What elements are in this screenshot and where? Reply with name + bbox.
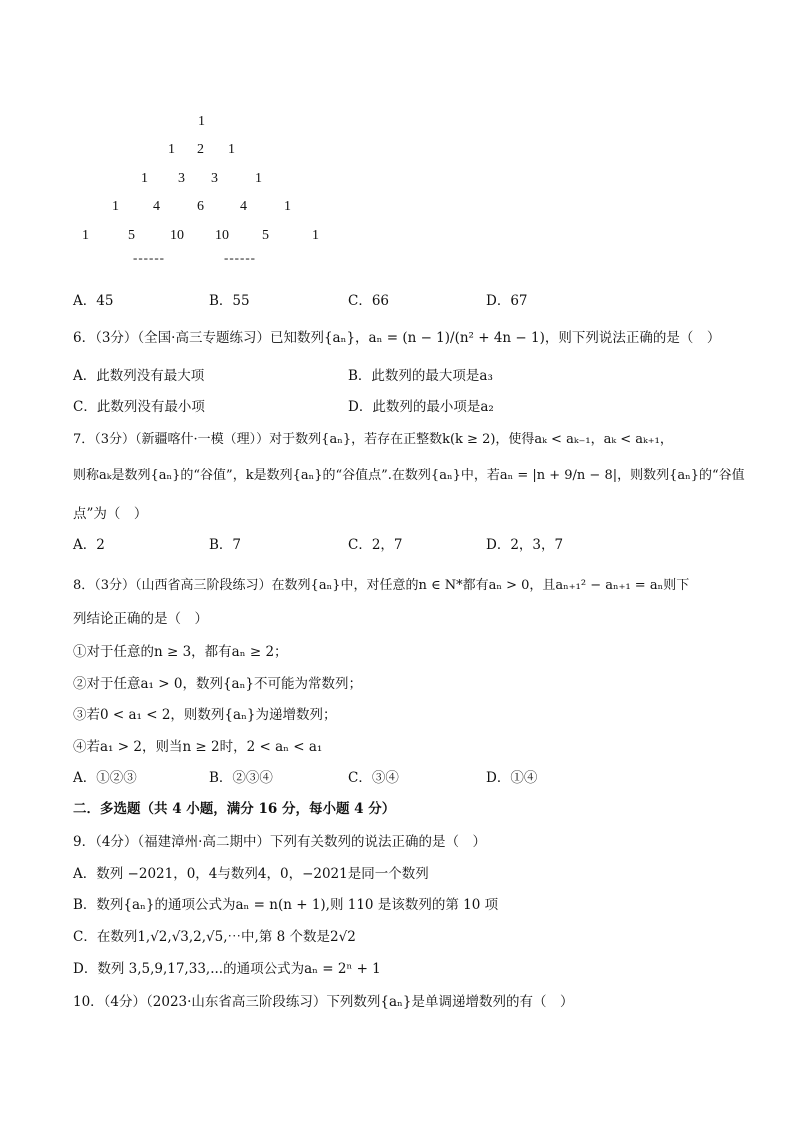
q8-item-4: ④若a₁ > 2，则当n ≥ 2时，2 < aₙ < a₁ xyxy=(73,739,323,755)
q9-option-d: D．数列 3,5,9,17,33,...的通项公式为aₙ = 2ⁿ + 1 xyxy=(73,961,381,977)
q8-option-c: C．③④ xyxy=(348,770,399,786)
q5-option-c: C．66 xyxy=(348,293,390,309)
q8-stem-line1: 8．（3分）（山西省高三阶段练习）在数列{aₙ}中，对任意的n ∈ N*都有aₙ > 0，且aₙ₊₁² − aₙ₊₁ = aₙ则下 xyxy=(73,578,690,593)
q8-item-3: ③若0 < a₁ < 2，则数列{aₙ}为递增数列； xyxy=(73,707,337,723)
q10-stem: 10．（4分）（2023·山东省高三阶段练习）下列数列{aₙ}是单调递增数列的有（ ） xyxy=(73,994,574,1010)
triangle-cell: 4 xyxy=(240,199,247,214)
q9-option-b: B．数列{aₙ}的通项公式为aₙ = n(n + 1),则 110 是该数列的第 10 项 xyxy=(73,897,499,913)
q7-stem-line3: 点”为（ ） xyxy=(73,506,148,522)
triangle-cell: 1 xyxy=(312,228,319,243)
q6-option-c: C．此数列没有最小项 xyxy=(73,399,205,415)
q8-option-a: A．①②③ xyxy=(73,770,137,786)
triangle-cell: 1 xyxy=(284,199,291,214)
triangle-cell: 1 xyxy=(228,142,235,157)
triangle-cell: 3 xyxy=(211,171,218,186)
triangle-cell: 1 xyxy=(168,142,175,157)
triangle-cell: 2 xyxy=(197,142,204,157)
triangle-cell: 5 xyxy=(128,228,135,243)
q8-stem-line2: 列结论正确的是（ ） xyxy=(73,611,208,627)
triangle-cell: 10 xyxy=(215,228,229,243)
triangle-cell: 4 xyxy=(153,199,160,214)
triangle-cell: 1 xyxy=(255,171,262,186)
q8-item-1: ①对于任意的n ≥ 3，都有aₙ ≥ 2； xyxy=(73,644,288,660)
section-heading: 二．多选题（共 4 小题，满分 16 分，每小题 4 分） xyxy=(73,801,396,817)
q5-option-d: D．67 xyxy=(486,293,528,309)
triangle-dashes: ------ xyxy=(133,250,165,265)
q6-option-a: A．此数列没有最大项 xyxy=(73,368,205,384)
q9-option-a: A．数列 −2021，0，4与数列4，0，−2021是同一个数列 xyxy=(73,866,429,882)
q7-stem-line1: 7．（3分）（新疆喀什·一模（理））对于数列{aₙ}，若存在正整数k(k ≥ 2)，使得aₖ < aₖ₋₁，aₖ < aₖ₊₁， xyxy=(73,432,673,447)
triangle-cell: 6 xyxy=(197,199,204,214)
q8-item-2: ②对于任意a₁ > 0，数列{aₙ}不可能为常数列； xyxy=(73,676,363,692)
q7-option-a: A．2 xyxy=(73,537,105,553)
triangle-cell: 1 xyxy=(82,228,89,243)
triangle-cell: 10 xyxy=(170,228,184,243)
q8-option-b: B．②③④ xyxy=(209,770,273,786)
q8-option-d: D．①④ xyxy=(486,770,538,786)
triangle-cell: 3 xyxy=(178,171,185,186)
q9-stem: 9．（4分）（福建漳州·高二期中）下列有关数列的说法正确的是（ ） xyxy=(73,834,486,850)
q5-option-a: A．45 xyxy=(73,293,114,309)
q6-option-d: D．此数列的最小项是a₂ xyxy=(348,399,494,415)
triangle-cell: 1 xyxy=(141,171,148,186)
q7-option-d: D．2，3，7 xyxy=(486,537,564,553)
triangle-cell: 1 xyxy=(198,114,205,129)
q6-stem: 6．（3分）（全国·高三专题练习）已知数列{aₙ}，aₙ = (n − 1)/(n² + 4n − 1)，则下列说法正确的是（ ） xyxy=(73,330,721,346)
q7-option-b: B．7 xyxy=(209,537,242,553)
q5-option-b: B．55 xyxy=(209,293,250,309)
q6-option-b: B．此数列的最大项是a₃ xyxy=(348,368,493,384)
triangle-cell: 5 xyxy=(262,228,269,243)
triangle-dashes: ------ xyxy=(224,250,256,265)
q7-stem-line2: 则称aₖ是数列{aₙ}的“谷值”，k是数列{aₙ}的“谷值点”.在数列{aₙ}中，若aₙ = |n + 9/n − 8|，则数列{aₙ}的“谷值 xyxy=(73,468,745,483)
triangle-cell: 1 xyxy=(112,199,119,214)
q9-option-c: C．在数列1,√2,√3,2,√5,⋯中,第 8 个数是2√2 xyxy=(73,929,356,945)
q7-option-c: C．2，7 xyxy=(348,537,403,553)
